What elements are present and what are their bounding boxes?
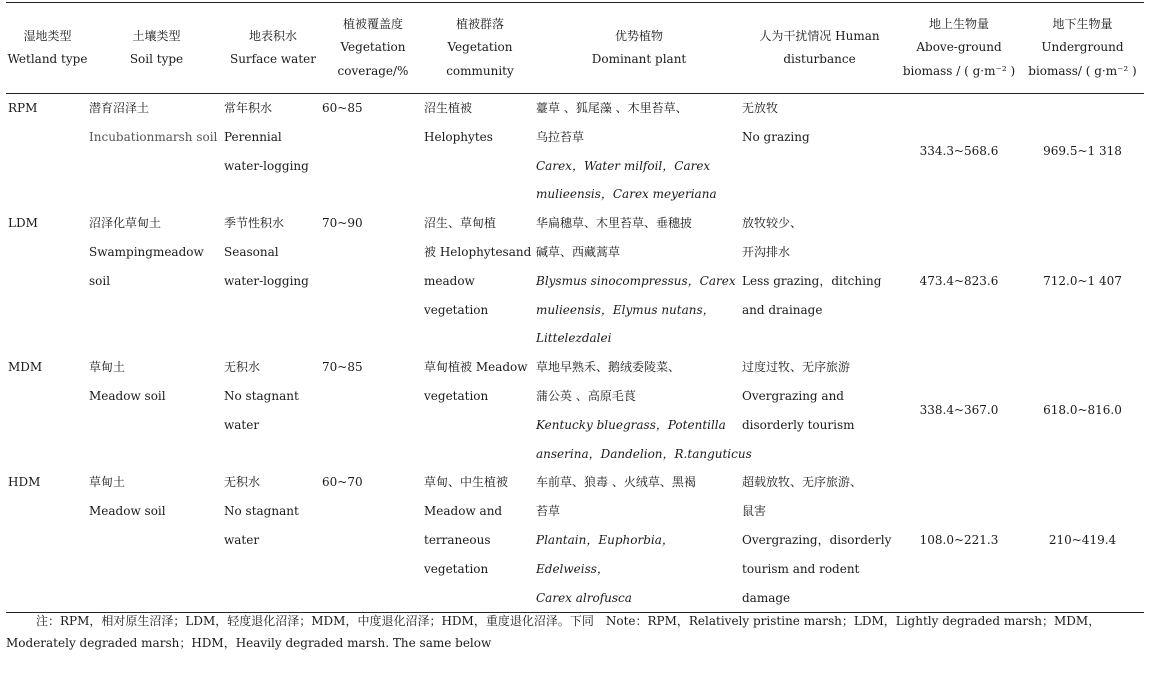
header-dominant-plant: 优势植物 Dominant plant	[536, 3, 742, 94]
cell-soil-type: 潜育沼泽土 Incubationmarsh soil	[89, 101, 218, 144]
header-human-disturbance: 人为干扰情况 Human disturbance	[742, 3, 897, 94]
table-row	[6, 209, 1144, 353]
cell-disturbance: 超载放牧、无序旅游、 鼠害 Overgrazing，disorderly tourism and rodent damage	[742, 468, 897, 612]
cell-coverage: 70~85	[322, 360, 363, 375]
header-vegetation-coverage: 植被覆盖度 Vegetation coverage/%	[322, 3, 424, 94]
table-row	[6, 468, 1144, 612]
wetland-characteristics-table	[6, 2, 1144, 613]
header-soil-type: 土壤类型 Soil type	[89, 3, 224, 94]
cell-under-biomass: 712.0~1 407	[1043, 273, 1122, 288]
cell-dominant-plant: 薹草 、狐尾藻 、木里苔草、 乌拉苔草 Carex，Water milfoil，Carex mulieensis，Carex meyeriana	[536, 101, 717, 202]
cell-disturbance: 无放牧 No grazing	[742, 101, 810, 144]
cell-wetland-type: RPM	[8, 101, 38, 115]
cell-community: 草甸植被 Meadow vegetation	[424, 360, 528, 403]
cell-wetland-type: LDM	[8, 216, 38, 231]
cell-dominant-plant: 车前草、狼毒 、火绒草、黑褐 苔草 Plantain，Euphorbia，Edelweiss， Carex alrofusca	[536, 468, 742, 612]
cell-surface-water: 无积水 No stagnant water	[224, 468, 322, 612]
cell-wetland-type: HDM	[6, 468, 89, 612]
cell-surface-water: 常年积水 Perennial water-logging	[224, 101, 309, 173]
cell-above-biomass: 338.4~367.0	[919, 403, 999, 418]
cell-coverage: 60~70	[322, 468, 424, 612]
cell-coverage: 60~85	[322, 101, 363, 115]
table-row	[6, 353, 1144, 468]
cell-surface-water: 无积水 No stagnant water	[224, 360, 299, 432]
cell-dominant-plant: 华扁穗草、木里苔草、垂穗披 碱草、西藏蒿草 Blysmus sinocompressus，Carex mulieensis，Elymus nutans， Littelezdalei	[536, 216, 736, 346]
header-underground-biomass: 地下生物量 Underground biomass/ ( g·m⁻² )	[1021, 3, 1144, 94]
cell-disturbance: 放牧较少、 开沟排水 Less grazing，ditching and drainage	[742, 216, 882, 317]
cell-under-biomass: 210~419.4	[1021, 468, 1144, 612]
cell-above-biomass: 473.4~823.6	[919, 273, 999, 288]
table-header-row	[6, 3, 1144, 94]
wetland-table-container	[6, 2, 1144, 613]
header-wetland-type: 湿地类型 Wetland type	[6, 3, 89, 94]
cell-soil-type: 沼泽化草甸土 Swampingmeadow soil	[89, 216, 204, 288]
cell-dominant-plant: 草地早熟禾、鹅绒委陵菜、 蒲公英 、高原毛茛 Kentucky bluegrass，Potentilla anserina，Dandelion，R.tanguticus	[536, 360, 752, 461]
cell-community: 草甸、中生植被 Meadow and terraneous vegetation	[424, 468, 536, 612]
cell-above-biomass: 334.3~568.6	[919, 144, 999, 159]
header-surface-water: 地表积水 Surface water	[224, 3, 322, 94]
cell-soil-type: 草甸土 Meadow soil	[89, 468, 224, 612]
cell-wetland-type: MDM	[8, 360, 43, 375]
cell-surface-water: 季节性积水 Seasonal water-logging	[224, 216, 309, 288]
header-above-ground-biomass: 地上生物量 Above-ground biomass / ( g·m⁻² )	[897, 3, 1021, 94]
cell-soil-type: 草甸土 Meadow soil	[89, 360, 166, 403]
cell-under-biomass: 618.0~816.0	[1043, 403, 1122, 418]
cell-coverage: 70~90	[322, 216, 363, 231]
cell-community: 沼生、草甸植 被 Helophytesand meadow vegetation	[424, 216, 532, 317]
header-vegetation-community: 植被群落 Vegetation community	[424, 3, 536, 94]
cell-disturbance: 过度过牧、无序旅游 Overgrazing and disorderly tourism	[742, 360, 855, 432]
cell-under-biomass: 969.5~1 318	[1043, 144, 1122, 159]
table-footnote: 注：RPM，相对原生沼泽；LDM，轻度退化沼泽；MDM，中度退化沼泽；HDM，重度退化沼泽。下同 Note：RPM，Relatively pristine marsh；LDM，Lightly degraded marsh；MDM，Moderately degraded marsh；HDM，Heavily degraded marsh. The same below	[6, 614, 1101, 650]
cell-community: 沼生植被 Helophytes	[424, 101, 493, 144]
table-row	[6, 94, 1144, 210]
cell-above-biomass: 108.0~221.3	[897, 468, 1021, 612]
